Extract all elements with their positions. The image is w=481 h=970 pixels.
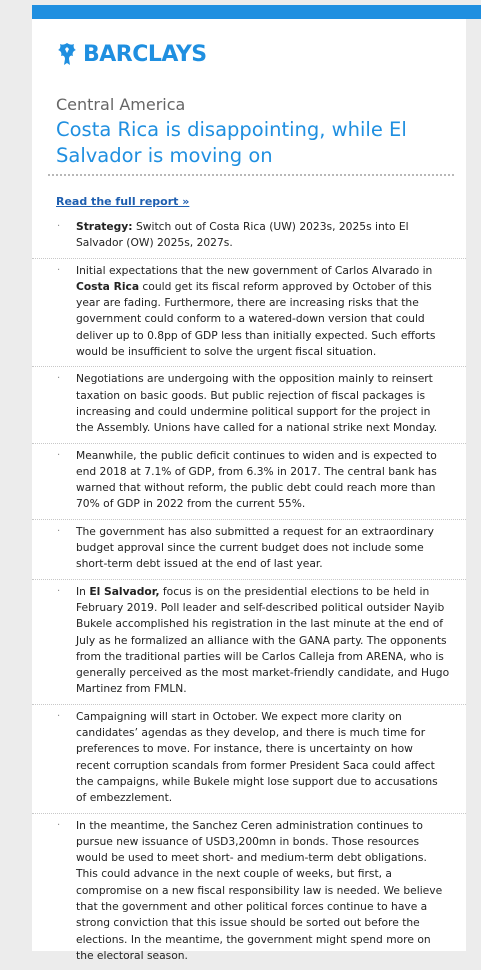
item-pre: In [76,585,89,598]
report-page [32,19,466,951]
item-bold: Strategy: [76,220,133,233]
list-item [32,366,466,442]
bullet-marker: · [57,219,60,235]
item-text: Meanwhile, the public deficit continues to widen and is expected to end 2018 at 7.1% of GDP, from 6.3% in 2017. The central bank has warned that without reform, the public debt could reach more than 70% of GDP in 2022 from the current 55%. [76,449,437,511]
bullet-marker: · [57,448,60,464]
list-item [32,519,466,579]
read-full-report-link[interactable]: Read the full report » [56,195,189,208]
bullet-marker: · [57,371,60,387]
item-bold: Costa Rica [76,280,139,293]
item-bold: El Salvador, [89,585,159,598]
list-item [32,215,466,258]
item-pre: Initial expectations that the new government of Carlos Alvarado in [76,264,432,277]
top-accent-bar [32,5,481,19]
dotted-divider [48,174,454,176]
list-item [32,704,466,813]
barclays-logo [56,39,207,69]
list-item [32,813,466,970]
bullet-marker: · [57,584,60,600]
bullet-marker: · [57,709,60,725]
eagle-icon [56,41,78,67]
item-text: focus is on the presidential elections to be held in February 2019. Poll leader and self-described political outsider Nayib Bukele accomplished his registration in the last minute at the end of July as he formalized an alliance with the GANA party. The opponents from the traditional parties will be Carlos Calleja from ARENA, who is generally perceived as the most market-friendly candidate, and Hugo Martinez from FMLN. [76,585,449,696]
bullet-list [32,215,466,970]
item-text: In the meantime, the Sanchez Ceren administration continues to pursue new issuance of USD3,200mn in bonds. Those resources would be used to meet short- and medium-term debt obligations. This could advance in the next couple of weeks, but first, a compromise on a new fiscal responsibility law is needed. We believe that the government and other political forces continue to have a strong conviction that this issue should be sorted out before the elections. In the meantime, the government might spend more on the electoral season. [76,819,442,962]
brand-name: BARCLAYS [83,42,207,67]
region-label: Central America [56,95,185,114]
list-item [32,579,466,704]
bullet-marker: · [57,263,60,279]
bullet-marker: · [57,524,60,540]
item-text: Negotiations are undergoing with the opposition mainly to reinsert taxation on basic goods. But public rejection of fiscal packages is increasing and could undermine political support for the project in the Assembly. Unions have called for a national strike next Monday. [76,372,437,434]
item-text: Switch out of Costa Rica (UW) 2023s, 2025s into El Salvador (OW) 2025s, 2027s. [76,220,409,249]
list-item [32,258,466,367]
item-text: could get its fiscal reform approved by October of this year are fading. Furthermore, there are increasing risks that the government could conform to a watered-down version that could deliver up to 0.8pp of GDP less than initially expected. Such efforts would be insufficient to solve the urgent fiscal situation. [76,280,435,358]
item-text: The government has also submitted a request for an extraordinary budget approval since the current budget does not include some short-term debt issued at the end of last year. [76,525,434,571]
page-title: Costa Rica is disappointing, while El Salvador is moving on [56,117,456,169]
bullet-marker: · [57,818,60,834]
item-text: Campaigning will start in October. We expect more clarity on candidates’ agendas as they develop, and there is much time for preferences to move. For instance, there is uncertainty on how recent corruption scandals from former President Saca could affect the campaigns, while Bukele might lose support due to accusations of embezzlement. [76,710,438,804]
list-item [32,443,466,519]
